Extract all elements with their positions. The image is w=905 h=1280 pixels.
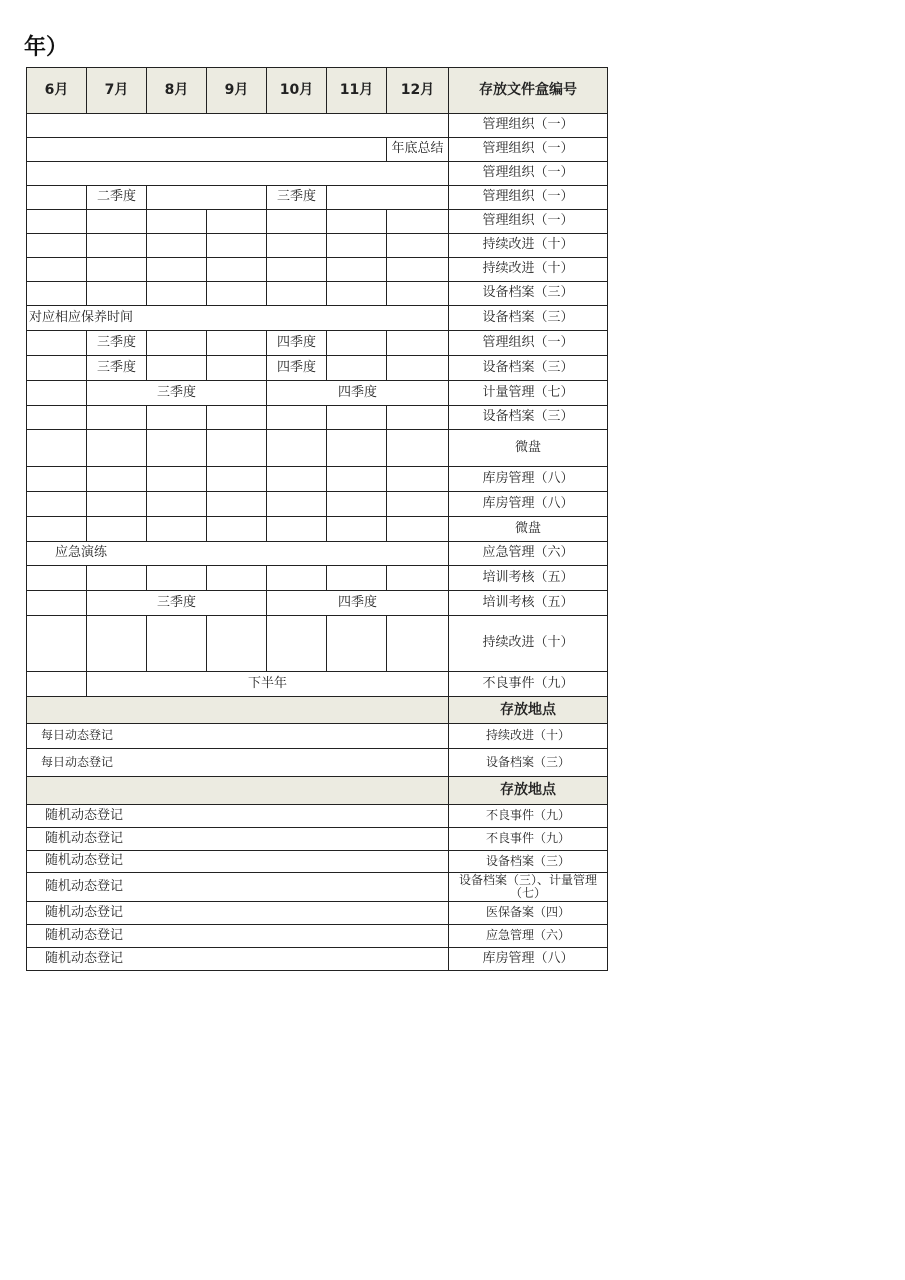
box-cell: 培训考核（五） xyxy=(449,591,608,616)
quarter-cell: 四季度 xyxy=(267,356,327,381)
box-cell: 库房管理（八） xyxy=(449,492,608,517)
emergency-drill-cell: 应急演练 xyxy=(27,542,449,566)
schedule-table xyxy=(26,67,608,971)
table-row xyxy=(27,492,608,517)
box-cell: 医保备案（四） xyxy=(449,902,608,925)
table-row xyxy=(27,234,608,258)
box-cell: 持续改进（十） xyxy=(449,616,608,672)
header-oct: 10月 xyxy=(267,68,327,114)
header-box-number: 存放文件盒编号 xyxy=(449,68,608,114)
quarter-cell: 三季度 xyxy=(87,591,267,616)
box-cell: 管理组织（一） xyxy=(449,138,608,162)
box-cell: 设备档案（三） xyxy=(449,306,608,331)
table-row xyxy=(27,749,608,777)
table-row xyxy=(27,566,608,591)
box-cell: 微盘 xyxy=(449,517,608,542)
box-cell: 不良事件（九） xyxy=(449,828,608,851)
random-log-label: 随机动态登记 xyxy=(27,828,449,851)
random-log-label: 随机动态登记 xyxy=(27,873,449,902)
storage-location-header: 存放地点 xyxy=(449,697,608,724)
box-cell: 应急管理（六） xyxy=(449,925,608,948)
daily-log-label: 每日动态登记 xyxy=(27,724,449,749)
box-cell: 管理组织（一） xyxy=(449,210,608,234)
random-log-label: 随机动态登记 xyxy=(27,902,449,925)
quarter-cell: 三季度 xyxy=(87,356,147,381)
random-log-label: 随机动态登记 xyxy=(27,948,449,971)
table-row xyxy=(27,210,608,234)
quarter-cell: 二季度 xyxy=(87,186,147,210)
schedule-cell xyxy=(27,114,449,138)
table-row xyxy=(27,925,608,948)
schedule-cell xyxy=(327,186,449,210)
schedule-cell xyxy=(147,186,267,210)
table-row xyxy=(27,902,608,925)
table-row xyxy=(27,851,608,873)
box-cell: 管理组织（一） xyxy=(449,186,608,210)
section-header-row xyxy=(27,777,608,805)
table-row xyxy=(27,186,608,210)
table-row xyxy=(27,805,608,828)
box-cell: 设备档案（三） xyxy=(449,749,608,777)
quarter-cell: 四季度 xyxy=(267,591,449,616)
table-row xyxy=(27,430,608,467)
quarter-cell: 三季度 xyxy=(87,381,267,406)
table-row xyxy=(27,306,608,331)
table-row xyxy=(27,873,608,902)
schedule-cell xyxy=(27,162,449,186)
table-row xyxy=(27,381,608,406)
quarter-cell: 四季度 xyxy=(267,331,327,356)
box-cell: 管理组织（一） xyxy=(449,331,608,356)
box-cell: 应急管理（六） xyxy=(449,542,608,566)
box-cell: 持续改进（十） xyxy=(449,234,608,258)
box-cell: 培训考核（五） xyxy=(449,566,608,591)
box-cell: 设备档案（三）、计量管理（七） xyxy=(449,873,608,902)
header-row xyxy=(27,68,608,114)
quarter-cell: 三季度 xyxy=(267,186,327,210)
table-row xyxy=(27,162,608,186)
random-log-label: 随机动态登记 xyxy=(27,851,449,873)
quarter-cell: 四季度 xyxy=(267,381,449,406)
box-cell: 设备档案（三） xyxy=(449,356,608,381)
schedule-cell xyxy=(27,138,387,162)
header-jul: 7月 xyxy=(87,68,147,114)
half-year-cell: 下半年 xyxy=(87,672,449,697)
header-jun: 6月 xyxy=(27,68,87,114)
table-row xyxy=(27,282,608,306)
storage-location-header: 存放地点 xyxy=(449,777,608,805)
box-cell: 不良事件（九） xyxy=(449,805,608,828)
section-header-row xyxy=(27,697,608,724)
schedule-cell xyxy=(27,186,87,210)
box-cell: 计量管理（七） xyxy=(449,381,608,406)
table-row xyxy=(27,258,608,282)
box-cell: 持续改进（十） xyxy=(449,258,608,282)
table-row xyxy=(27,828,608,851)
table-row xyxy=(27,948,608,971)
box-cell: 不良事件（九） xyxy=(449,672,608,697)
header-dec: 12月 xyxy=(387,68,449,114)
random-log-label: 随机动态登记 xyxy=(27,925,449,948)
table-row xyxy=(27,331,608,356)
box-cell: 设备档案（三） xyxy=(449,851,608,873)
table-row xyxy=(27,672,608,697)
table-row xyxy=(27,138,608,162)
table-row xyxy=(27,724,608,749)
random-log-label: 随机动态登记 xyxy=(27,805,449,828)
table-row xyxy=(27,356,608,381)
table-row xyxy=(27,467,608,492)
table-row xyxy=(27,114,608,138)
table-row xyxy=(27,591,608,616)
box-cell: 管理组织（一） xyxy=(449,114,608,138)
header-sep: 9月 xyxy=(207,68,267,114)
year-end-summary-cell: 年底总结 xyxy=(387,138,449,162)
box-cell: 持续改进（十） xyxy=(449,724,608,749)
section-header-blank xyxy=(27,777,449,805)
table-row xyxy=(27,517,608,542)
box-cell: 设备档案（三） xyxy=(449,406,608,430)
box-cell: 库房管理（八） xyxy=(449,467,608,492)
maintenance-note-cell: 对应相应保养时间 xyxy=(27,306,449,331)
table-row xyxy=(27,616,608,672)
table-row xyxy=(27,542,608,566)
section-header-blank xyxy=(27,697,449,724)
daily-log-label: 每日动态登记 xyxy=(27,749,449,777)
header-nov: 11月 xyxy=(327,68,387,114)
box-cell: 管理组织（一） xyxy=(449,162,608,186)
quarter-cell: 三季度 xyxy=(87,331,147,356)
box-cell: 设备档案（三） xyxy=(449,282,608,306)
page-title: 年） xyxy=(24,35,69,60)
header-aug: 8月 xyxy=(147,68,207,114)
box-cell: 库房管理（八） xyxy=(449,948,608,971)
box-cell: 微盘 xyxy=(449,430,608,467)
table-row xyxy=(27,406,608,430)
